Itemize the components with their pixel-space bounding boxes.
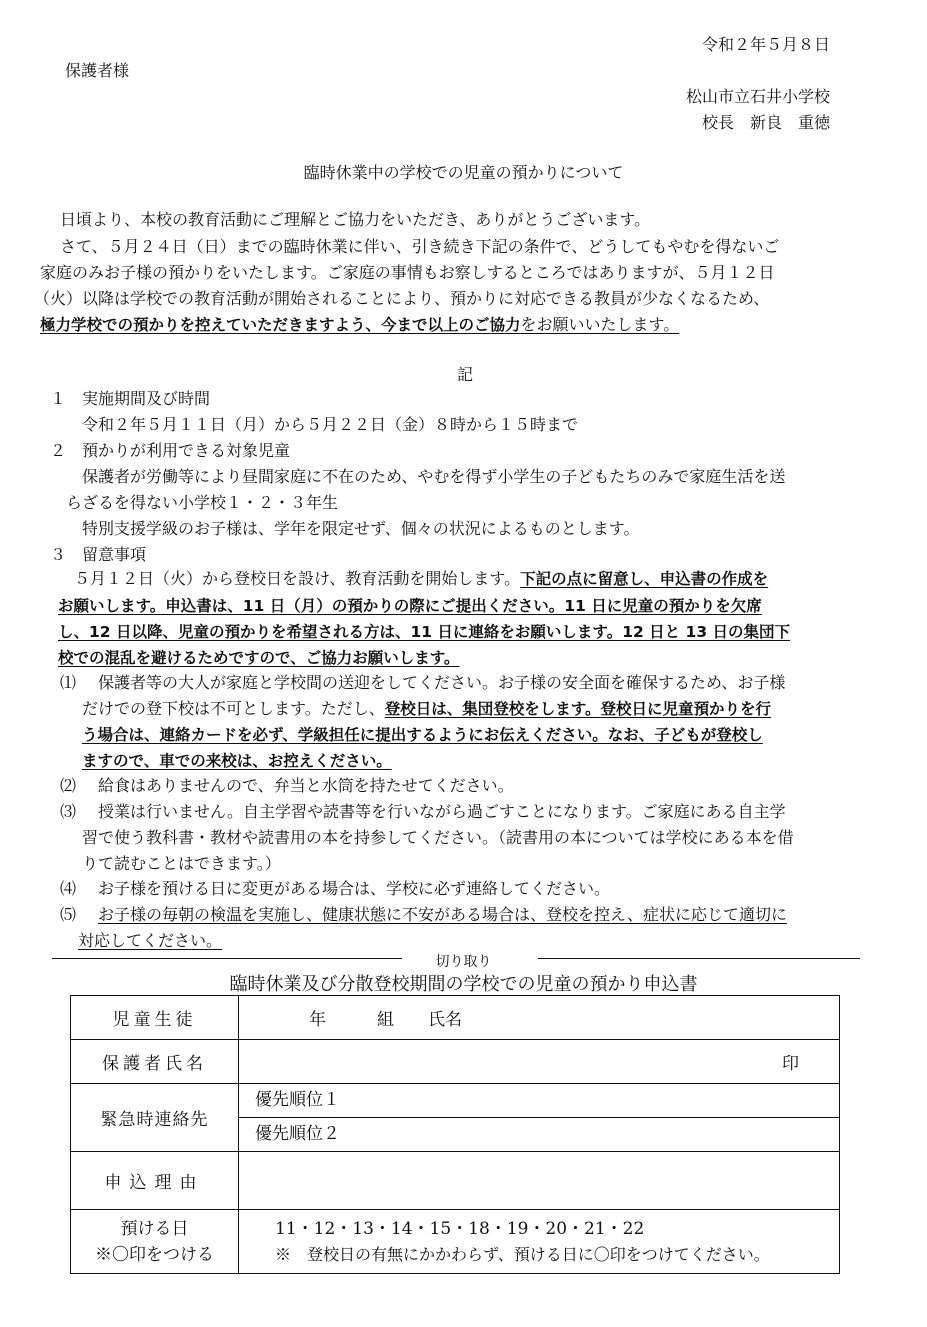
recipient: 保護者様 (65, 61, 130, 80)
dates-label-note: ※〇印をつける (95, 1244, 214, 1265)
section-3-emphasis: 校での混乱を避けるためですので、ご協力お願いします。 (58, 649, 460, 667)
form-title: 臨時休業及び分散登校期間の学校での児童の預かり申込書 (229, 974, 698, 995)
section-3-heading: ３ 留意事項 (50, 545, 147, 564)
form-row-emergency (71, 1084, 840, 1152)
intro-line: 家庭のみお子様の預かりをいたします。ご家庭の事情もお察しするところではありますが、５月１２日 (40, 263, 775, 282)
student-label: 児童生徒 (71, 996, 239, 1040)
form-row-reason (71, 1152, 840, 1210)
item-1-marker: ⑴ (60, 673, 77, 692)
form-row-guardian (71, 1040, 840, 1084)
item-3-text: りて読むことはできます。） (82, 854, 281, 873)
item-5-marker: ⑸ (60, 905, 77, 924)
document-date: 令和２年５月８日 (701, 35, 830, 54)
item-2-text: 給食はありませんので、弁当と水筒を持たせてください。 (98, 776, 514, 795)
dates-options[interactable]: 11・12・13・14・15・18・19・20・21・22 (275, 1218, 645, 1239)
section-1-text: 令和２年５月１１日（月）から５月２２日（金）８時から１５時まで (82, 415, 579, 434)
reason-label: 申込理由 (71, 1152, 239, 1210)
section-2-text: らざるを得ない小学校１・２・３年生 (66, 493, 339, 512)
emergency-label: 緊急時連絡先 (71, 1084, 239, 1152)
emergency-field (239, 1084, 840, 1152)
item-1-emphasis: 登校日は、集団登校をします。登校日に児童預かりを行 (384, 700, 771, 718)
emergency-priority-1[interactable]: 優先順位１ (255, 1090, 340, 1110)
item-3-text: 授業は行いません。自主学習や読書等を行いながら過ごすことになります。ご家庭にある自主学 (98, 802, 786, 821)
student-field[interactable]: 年 組 氏名 (239, 996, 840, 1040)
item-1-text (82, 696, 771, 722)
intro-line: 日頃より、本校の教育活動にご理解とご協力をいただき、ありがとうございます。 (60, 210, 651, 229)
guardian-label: 保護者氏名 (71, 1040, 239, 1084)
section-2-text: 特別支援学級のお子様は、学年を限定せず、個々の状況によるものとします。 (82, 519, 640, 538)
ki-heading: 記 (456, 365, 473, 384)
section-3-emphasis: 下記の点に留意し、申込書の作成を (520, 570, 769, 588)
reason-field[interactable] (239, 1152, 840, 1210)
item-4-text: お子様を預ける日に変更がある場合は、学校に必ず連絡してください。 (98, 879, 611, 898)
section-1-heading: １ 実施期間及び時間 (50, 389, 211, 408)
dates-field (239, 1210, 840, 1274)
seal-mark: 印 (782, 1054, 799, 1074)
section-2-heading: ２ 預かりが利用できる対象児童 (50, 441, 291, 460)
item-2-marker: ⑵ (60, 776, 77, 795)
item-1-emphasis: う場合は、連絡カードを必ず、学級担任に提出するようにお伝えください。なお、子どもが登校し (82, 726, 763, 744)
dates-note: ※ 登校日の有無にかかわらず、預ける日に〇印をつけてください。 (275, 1244, 770, 1264)
item-1-text: 保護者等の大人が家庭と学校間の送迎をしてください。お子様の安全面を確保するため、お子様 (98, 673, 786, 692)
intro-line: さて、５月２４日（日）までの臨時休業に伴い、引き続き下記の条件で、どうしてもやむを得ないご (60, 237, 780, 256)
section-3-emphasis: お願いします。申込書は、11 日（月）の預かりの際にご提出ください。11 日に児童の預かりを欠席 (58, 597, 762, 615)
item-1-normal: だけでの登下校は不可とします。ただし、 (82, 699, 385, 718)
emergency-priority-2[interactable]: 優先順位２ (239, 1117, 839, 1151)
school-name: 松山市立石井小学校 (685, 87, 830, 106)
item-3-text: 習で使う教科書・教材や読書用の本を持参してください。（読書用の本については学校にある本を借 (82, 828, 794, 847)
item-5-text: お子様の毎朝の検温を実施し、健康状態に不安がある場合は、登校を控え、症状に応じて適切に (98, 905, 787, 924)
form-row-student (71, 996, 840, 1040)
cut-label: 切り取り (435, 954, 492, 970)
guardian-field[interactable] (239, 1040, 840, 1084)
item-4-marker: ⑷ (60, 879, 77, 898)
item-3-marker: ⑶ (60, 802, 77, 821)
form-row-dates (71, 1210, 840, 1274)
intro-emphasis: 極力学校での預かりを控えていただきますよう、今まで以上のご協力 (40, 316, 521, 334)
intro-line: （火）以降は学校での教育活動が開始されることにより、預かりに対応できる教員が少なくなるため、 (34, 289, 770, 308)
section-3-emphasis: し、12 日以降、児童の預かりを希望される方は、11 日に連絡をお願いします。12 日と 13 日の集団下 (58, 623, 791, 641)
section-3-text (74, 566, 768, 592)
cut-line-right (538, 958, 860, 959)
intro-tail: をお願いいたします。 (520, 315, 680, 334)
principal-name: 校長 新良 重徳 (701, 113, 830, 132)
dates-label-main: 預ける日 (120, 1218, 189, 1239)
item-5-text: 対応してください。 (78, 931, 223, 950)
section-2-text: 保護者が労働等により昼間家庭に不在のため、やむを得ず小学生の子どもたちのみで家庭生活を送 (82, 467, 786, 486)
intro-line (40, 312, 679, 338)
dates-label (71, 1210, 239, 1274)
application-form (70, 995, 840, 1274)
item-1-emphasis: ますので、車での来校は、お控えください。 (82, 752, 392, 770)
document-title: 臨時休業中の学校での児童の預かりについて (303, 163, 624, 182)
section-3-normal: ５月１２日（火）から登校日を設け、教育活動を開始します。 (74, 569, 521, 588)
